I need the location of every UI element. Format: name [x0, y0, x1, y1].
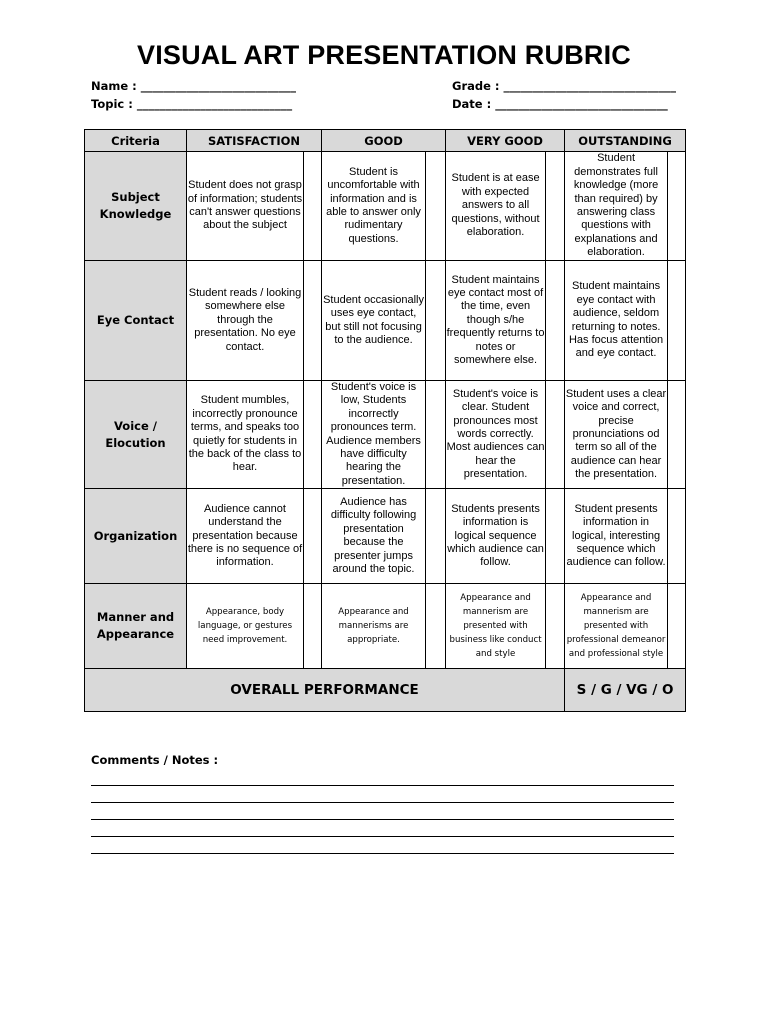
header-criteria: Criteria	[85, 130, 187, 152]
cell-good: Student is uncomfortable with information and is able to answer only rudimentary questions.	[322, 152, 426, 261]
criteria-label: Voice / Elocution	[105, 418, 166, 450]
table-row	[85, 489, 686, 584]
cell-very-good: Student maintains eye contact most of the time, even though s/he frequently returns to notes or somewhere else.	[446, 261, 546, 381]
criteria-voice-elocution	[85, 381, 187, 489]
score-box[interactable]	[668, 489, 686, 584]
header-very-good: VERY GOOD	[446, 130, 565, 152]
score-box[interactable]	[546, 584, 565, 669]
header-outstanding: OUTSTANDING	[565, 130, 686, 152]
score-box[interactable]	[304, 584, 322, 669]
comment-line[interactable]	[91, 853, 674, 854]
page-title: VISUAL ART PRESENTATION RUBRIC	[136, 40, 632, 70]
score-box[interactable]	[668, 584, 686, 669]
score-box[interactable]	[304, 489, 322, 584]
score-box[interactable]	[668, 152, 686, 261]
cell-satisfaction: Audience cannot understand the presentation because there is no sequence of information.	[187, 489, 304, 584]
name-field: Name : ___________________________	[91, 79, 297, 93]
comment-line[interactable]	[91, 819, 674, 820]
table-row	[85, 152, 686, 261]
cell-good: Appearance and mannerisms are appropriate.	[322, 584, 426, 669]
overall-performance-label: OVERALL PERFORMANCE	[85, 669, 565, 712]
topic-field: Topic : ___________________________	[91, 97, 293, 111]
cell-very-good: Student is at ease with expected answers to all questions, without elaboration.	[446, 152, 546, 261]
cell-outstanding: Appearance and mannerism are presented with professional demeanor and professional style	[565, 584, 668, 669]
cell-good: Audience has difficulty following presentation because the presenter jumps around the topic.	[322, 489, 426, 584]
score-box[interactable]	[426, 152, 446, 261]
criteria-subject-knowledge	[85, 152, 187, 261]
score-box[interactable]	[668, 261, 686, 381]
score-box[interactable]	[304, 261, 322, 381]
comment-line[interactable]	[91, 785, 674, 786]
comment-line[interactable]	[91, 836, 674, 837]
score-box[interactable]	[304, 381, 322, 489]
score-box[interactable]	[546, 489, 565, 584]
score-box[interactable]	[546, 381, 565, 489]
score-box[interactable]	[426, 381, 446, 489]
table-row	[85, 381, 686, 489]
score-box[interactable]	[546, 261, 565, 381]
score-box[interactable]	[304, 152, 322, 261]
criteria-label: Manner and Appearance	[96, 610, 175, 642]
cell-outstanding: Student maintains eye contact with audience, seldom returning to notes. Has focus attention and eye contact.	[565, 261, 668, 381]
comments-label: Comments / Notes :	[91, 753, 219, 767]
header-good: GOOD	[322, 130, 446, 152]
cell-good: Student's voice is low, Students incorrectly pronounces term. Audience members have difficulty hearing the presentation.	[322, 381, 426, 489]
comment-line[interactable]	[91, 802, 674, 803]
criteria-organization	[85, 489, 187, 584]
score-box[interactable]	[668, 381, 686, 489]
overall-scale[interactable]: S / G / VG / O	[565, 669, 686, 712]
criteria-label: Organization	[93, 528, 178, 543]
table-row	[85, 261, 686, 381]
date-field: Date : ______________________________	[452, 97, 668, 111]
grade-field: Grade : ______________________________	[452, 79, 677, 93]
score-box[interactable]	[426, 489, 446, 584]
overall-row	[85, 669, 686, 712]
cell-outstanding: Student uses a clear voice and correct, precise pronunciations od term so all of the audience can hear the presentation.	[565, 381, 668, 489]
cell-good: Student occasionally uses eye contact, but still not focusing to the audience.	[322, 261, 426, 381]
cell-satisfaction: Student does not grasp of information; students can't answer questions about the subject	[187, 152, 304, 261]
header-satisfaction: SATISFACTION	[187, 130, 322, 152]
cell-very-good: Students presents information is logical sequence which audience can follow.	[446, 489, 546, 584]
criteria-eye-contact	[85, 261, 187, 381]
score-box[interactable]	[426, 261, 446, 381]
cell-very-good: Student's voice is clear. Student pronounces most words correctly. Most audiences can hear the presentation.	[446, 381, 546, 489]
cell-satisfaction: Student mumbles, incorrectly pronounce terms, and speaks too quietly for students in the back of the class to hear.	[187, 381, 304, 489]
cell-satisfaction: Appearance, body language, or gestures need improvement.	[187, 584, 304, 669]
criteria-label: Eye Contact	[96, 313, 175, 327]
score-box[interactable]	[546, 152, 565, 261]
table-row	[85, 584, 686, 669]
rubric-table	[84, 129, 686, 712]
criteria-manner-appearance	[85, 584, 187, 669]
header-row	[85, 130, 686, 152]
score-box[interactable]	[426, 584, 446, 669]
criteria-label: Subject Knowledge	[99, 190, 172, 221]
cell-outstanding: Student presents information in logical, interesting sequence which audience can follow.	[565, 489, 668, 584]
cell-outstanding: Student demonstrates full knowledge (more than required) by answering class questions with explanations and elaboration.	[565, 152, 668, 261]
cell-very-good: Appearance and mannerism are presented with business like conduct and style	[446, 584, 546, 669]
cell-satisfaction: Student reads / looking somewhere else through the presentation. No eye contact.	[187, 261, 304, 381]
